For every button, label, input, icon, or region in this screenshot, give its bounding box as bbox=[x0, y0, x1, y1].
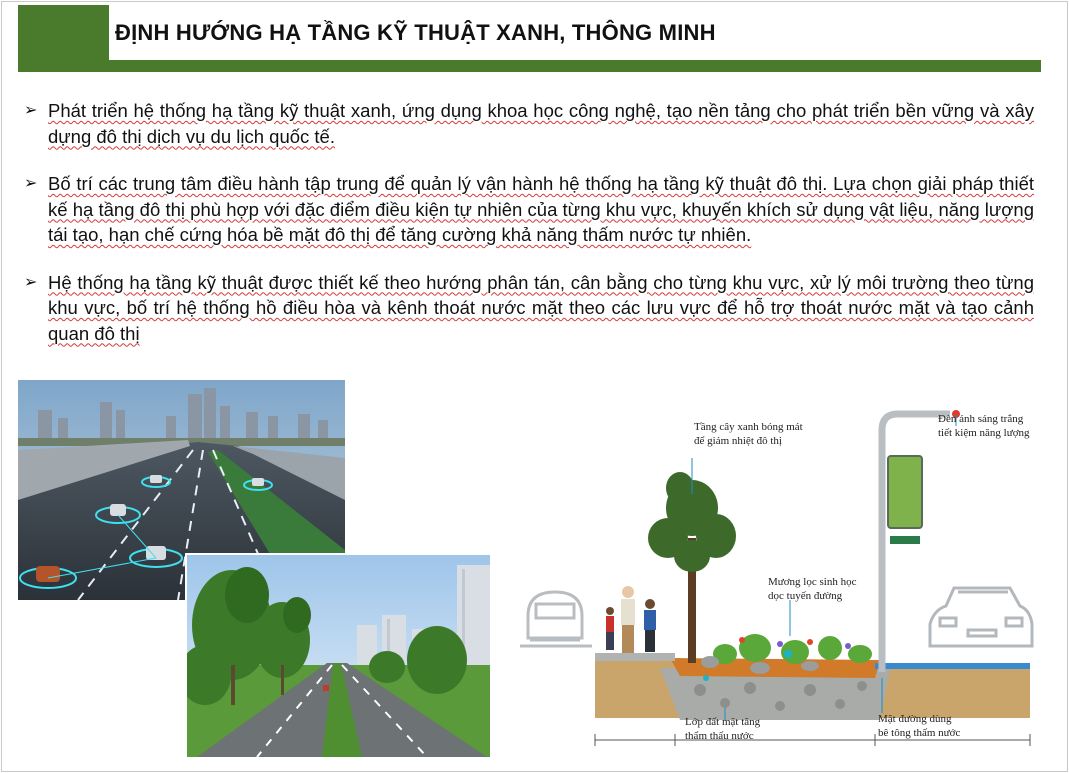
header-underline-bar bbox=[18, 60, 1041, 72]
lamp-label-line1: Đèn ánh sáng trắng bbox=[938, 413, 1024, 425]
page-title: ĐỊNH HƯỚNG HẠ TẦNG KỸ THUẬT XANH, THÔNG MINH bbox=[115, 20, 716, 45]
bullet-item bbox=[24, 171, 1034, 248]
arrow-bullet-icon: ➢ bbox=[24, 273, 38, 291]
lamp-label bbox=[938, 412, 1030, 440]
topsoil-label-line1: Lớp đất mặt tăng bbox=[685, 716, 761, 728]
tree-layer-label bbox=[694, 420, 803, 448]
bioswale-label bbox=[768, 575, 856, 603]
bullet-item bbox=[24, 98, 1034, 149]
bullet-text: Bố trí các trung tâm điều hành tập trung để quản lý vận hành hệ thống hạ tầng kỹ thuật đô thị. Lựa chọn giải pháp thiết kế hạ tầng đô thị phù hợp với đặc điểm điều kiện tự nhiên của từng khu vực, khuyến khích sử dụng vật liệu, năng lượng tái tạo, hạn chế cứng hóa bề mặt đô thị để tăng cường khả năng thấm nước tự nhiên. bbox=[48, 173, 1034, 245]
pavement-label bbox=[878, 712, 960, 740]
pavement-label-line2: bê tông thấm nước bbox=[878, 727, 961, 739]
topsoil-label-line2: thẩm thấu nước bbox=[685, 730, 754, 742]
lamp-label-line2: tiết kiệm năng lượng bbox=[938, 427, 1030, 439]
arrow-bullet-icon: ➢ bbox=[24, 175, 38, 192]
header-accent-block bbox=[18, 5, 109, 67]
pavement-label-line1: Mặt đường dùng bbox=[878, 713, 952, 725]
bullet-list bbox=[24, 98, 1034, 368]
tree-label-line2: để giảm nhiệt đô thị bbox=[694, 435, 782, 447]
bioswale-label-line2: dọc tuyến đường bbox=[768, 590, 843, 602]
green-boulevard-photo bbox=[185, 553, 492, 759]
green-street-diagram bbox=[510, 378, 1050, 753]
bullet-text: Hệ thống hạ tầng kỹ thuật được thiết kế theo hướng phân tán, cân bằng cho từng khu vực, xử lý môi trường theo từng khu vực, bố trí hệ thống hồ điều hòa và kênh thoát nước mặt theo các lưu vực để hỗ trợ thoát nước mặt và tạo cảnh quan đô thị bbox=[48, 271, 1034, 344]
bullet-item bbox=[24, 270, 1034, 347]
tree-label-line1: Tầng cây xanh bóng mát bbox=[694, 421, 803, 433]
arrow-bullet-icon: ➢ bbox=[24, 102, 38, 119]
bioswale-label-line1: Mương lọc sinh học bbox=[768, 576, 857, 588]
bullet-text: Phát triển hệ thống hạ tầng kỹ thuật xanh, ứng dụng khoa học công nghệ, tạo nền tảng cho phát triển bền vững và xây dựng đô thị dịch vụ du lịch quốc tế. bbox=[48, 100, 1034, 147]
topsoil-label bbox=[685, 715, 760, 743]
